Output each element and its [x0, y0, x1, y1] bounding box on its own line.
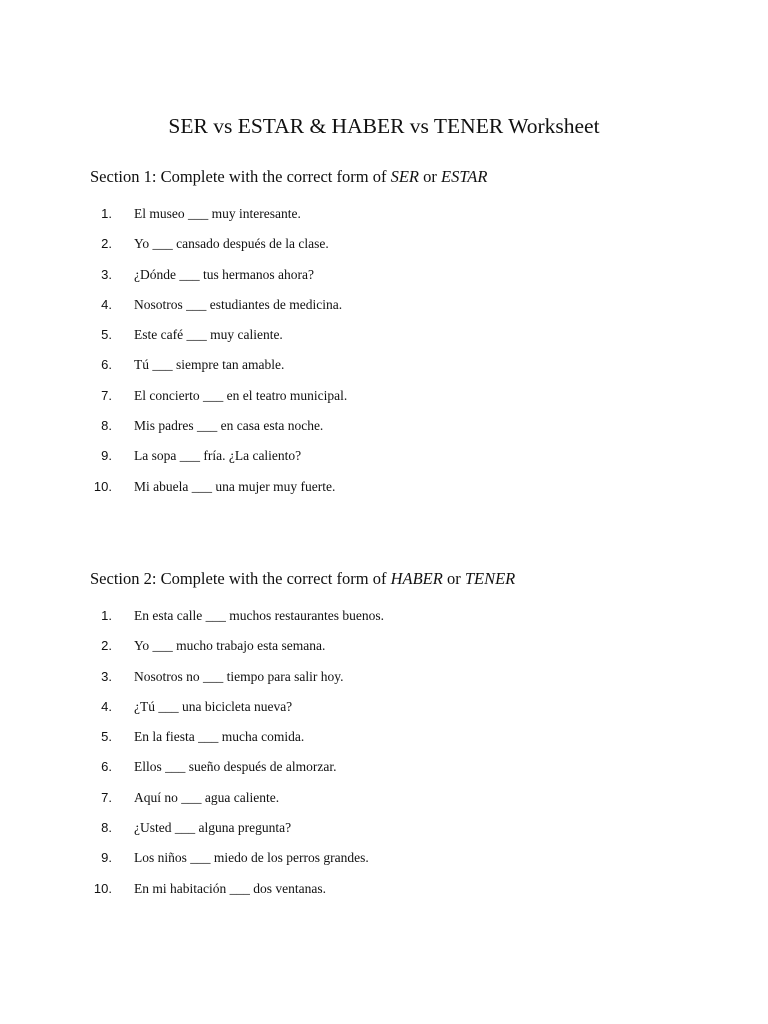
- item-sentence: Ellos ___ sueño después de almorzar.: [134, 759, 337, 775]
- item-sentence: Yo ___ mucho trabajo esta semana.: [134, 638, 326, 654]
- item-sentence: Los niños ___ miedo de los perros grandes.: [134, 850, 369, 866]
- section-2-verb-haber: HABER: [390, 569, 443, 588]
- item-number: 1.: [101, 206, 112, 221]
- item-number: 6.: [101, 357, 112, 373]
- worksheet-title: SER vs ESTAR & HABER vs TENER Worksheet: [168, 114, 600, 138]
- item-sentence: Aquí no ___ agua caliente.: [134, 789, 280, 805]
- item-sentence: ¿Usted ___ alguna pregunta?: [134, 820, 292, 836]
- section-2-heading-prefix: Section 2: Complete with the correct form of: [90, 569, 391, 588]
- item-sentence: En esta calle ___ muchos restaurantes buenos.: [134, 608, 385, 623]
- item-number: 3.: [101, 266, 112, 282]
- item-sentence: Nosotros ___ estudiantes de medicina.: [134, 296, 343, 312]
- item-number: 7.: [101, 387, 112, 403]
- item-number: 5.: [101, 729, 112, 745]
- section-1-heading: [90, 166, 487, 188]
- exercise-item: [0, 606, 768, 636]
- exercise-item: [0, 788, 768, 818]
- exercise-item: [0, 325, 768, 355]
- item-sentence: La sopa ___ fría. ¿La caliento?: [134, 448, 302, 464]
- section-1-verb-estar: ESTAR: [441, 167, 488, 186]
- item-sentence: Mi abuela ___ una mujer muy fuerte.: [134, 478, 336, 494]
- exercise-item: [0, 265, 768, 295]
- item-number: 5.: [101, 327, 112, 343]
- item-number: 7.: [101, 789, 112, 805]
- exercise-item: [0, 477, 768, 507]
- item-sentence: Tú ___ siempre tan amable.: [134, 357, 285, 373]
- section-2-heading: [90, 568, 515, 590]
- item-number: 4.: [101, 698, 112, 714]
- exercise-item: [0, 636, 768, 666]
- item-sentence: Nosotros no ___ tiempo para salir hoy.: [134, 668, 344, 684]
- exercise-item: [0, 386, 768, 416]
- section-1-heading-prefix: Section 1: Complete with the correct form of: [90, 167, 391, 186]
- exercise-item: [0, 355, 768, 385]
- item-sentence: El museo ___ muy interesante.: [134, 206, 301, 221]
- exercise-item: [0, 446, 768, 476]
- section-1-exercise-list: [0, 204, 768, 507]
- exercise-item: [0, 697, 768, 727]
- item-sentence: Mis padres ___ en casa esta noche.: [134, 418, 324, 434]
- item-sentence: El concierto ___ en el teatro municipal.: [134, 387, 348, 403]
- exercise-item: [0, 848, 768, 878]
- section-2-heading-connector: or: [442, 569, 465, 588]
- item-sentence: En mi habitación ___ dos ventanas.: [134, 880, 326, 896]
- exercise-item: [0, 727, 768, 757]
- exercise-item: [0, 204, 768, 234]
- section-1-verb-ser: SER: [390, 167, 420, 186]
- item-number: 4.: [101, 296, 112, 312]
- section-2-verb-tener: TENER: [464, 569, 516, 588]
- item-sentence: Este café ___ muy caliente.: [134, 327, 283, 343]
- item-number: 6.: [101, 759, 112, 775]
- section-2-exercise-list: [0, 606, 768, 909]
- item-number: 3.: [101, 668, 112, 684]
- item-number: 1.: [101, 608, 112, 623]
- item-sentence: En la fiesta ___ mucha comida.: [134, 729, 305, 745]
- item-number: 2.: [101, 638, 112, 654]
- item-sentence: ¿Dónde ___ tus hermanos ahora?: [134, 266, 314, 282]
- exercise-item: [0, 667, 768, 697]
- exercise-item: [0, 416, 768, 446]
- item-number: 10.: [93, 478, 112, 494]
- item-number: 8.: [101, 418, 112, 434]
- item-number: 8.: [101, 820, 112, 836]
- item-number: 2.: [101, 236, 112, 252]
- section-1-heading-connector: or: [419, 167, 442, 186]
- exercise-item: [0, 234, 768, 264]
- item-sentence: Yo ___ cansado después de la clase.: [134, 236, 329, 252]
- item-number: 9.: [101, 850, 112, 866]
- item-sentence: ¿Tú ___ una bicicleta nueva?: [134, 698, 293, 714]
- exercise-item: [0, 818, 768, 848]
- exercise-item: [0, 757, 768, 787]
- item-number: 9.: [101, 448, 112, 464]
- item-number: 10.: [93, 880, 112, 896]
- exercise-item: [0, 295, 768, 325]
- exercise-item: [0, 879, 768, 909]
